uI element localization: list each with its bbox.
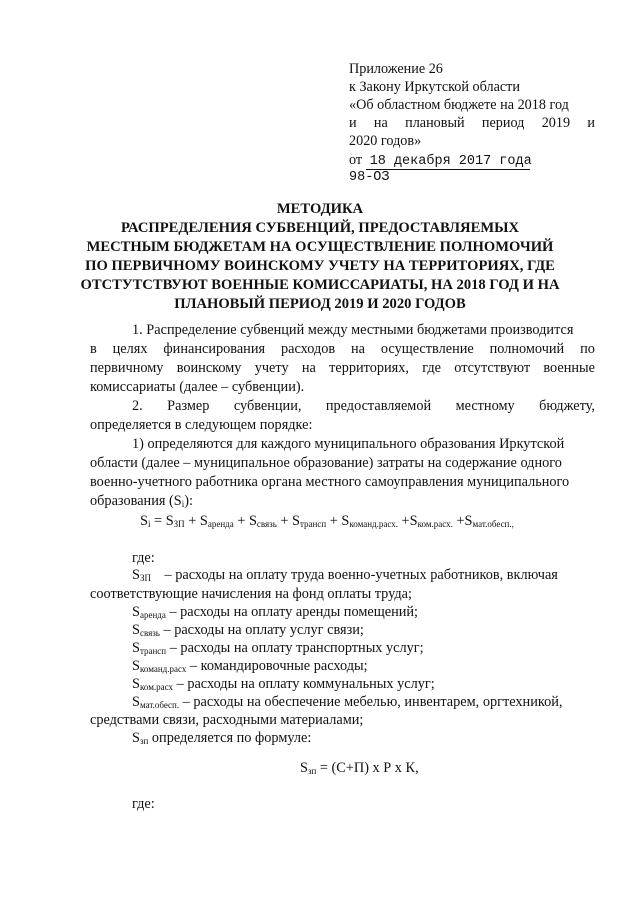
where-label-2: где: xyxy=(132,796,155,812)
appendix-date: от 18 декабря 2017 года xyxy=(349,152,532,169)
formula-zp: $S_{зп} = (С+П)$ х Р х К, xyxy=(300,760,419,776)
def-mat: $S_{мат.обесп.}$ – расходы на обеспечение мебелью, инвентарем, оргтехникой, xyxy=(132,694,563,710)
def-zp-formula-intro: $S_{зп}$ определяется по формуле: xyxy=(132,730,312,746)
appendix-law-title: «Об областном бюджете на 2018 год xyxy=(349,97,569,113)
appendix-number: Приложение 26 xyxy=(349,61,443,77)
def-komand: $S_{команд.расх}$ – командировочные расходы; xyxy=(132,658,368,674)
appendix-law: к Закону Иркутской области xyxy=(349,79,520,95)
document-page: Приложение 26 к Закону Иркутской области «Об областном бюджете на 2018 год и на плановый период 2019 и 2020 годов» от 18 декабря 2017 года 98-ОЗ МЕТОДИКА РАСПРЕДЕЛЕНИЯ СУБВЕНЦИЙ, ПРЕДОСТАВЛЯЕМЫХ МЕСТНЫМ БЮДЖЕТАМ НА ОСУЩЕСТВЛЕНИЕ ПОЛНОМОЧИЙ ПО ПЕРВИЧНОМУ ВОИНСКОМУ УЧЕТУ НА ТЕРРИТОРИЯХ, ГДЕ ОТСТУТСТВУЮТ ВОЕННЫЕ КОМИССАРИАТЫ, НА 2018 ГОД И НА ПЛАНОВЫЙ ПЕРИОД 2019 И 2020 ГОДОВ 1. Распределение субвенций между местными бюджетами производится в целях финансирования расходов на осуществление полномочий по первичному воинскому учету на территориях, где отсутствуют военные комиссариаты (далее – субвенции). 2. Размер субвенции, предоставляемой местному бюджету, определяется в следующем порядке: 1) определяются для каждого муниципального образования Иркутской области (далее – муниципальное образование) затраты на содержание одного военно-учетного работника органа местного самоуправления муниципального образования $(S_i)$: $S_i = S_{ЗП} + S_{аренда} + S_{связь} + S_{трансп} + S_{команд.расх.} +S_{ком.расх.} +S_{мат.обесп.,}$ где: $S_{ЗП}$ – расходы на оплату труда военно-учетных работников, включая соответствующие начисления на фонд оплаты труда; $S_{аренда}$ – расходы на оплату аренды помещений; $S_{связь}$ – расходы на оплату услуг связи; $S_{трансп}$ – расходы на оплату транспортных услуг; $S_{команд.расх}$ – командировочные расходы; $S_{ком.расх}$ – расходы на оплату коммунальных услуг; $S_{мат.обесп.}$ – расходы на обеспечение мебелью, инвентарем, оргтехникой, средствами связи, расходными материалами; $S_{зп}$ определяется по формуле: $S_{зп} = (С+П)$ х Р х К, где: xyxy=(0,0,640,905)
title-line-6: ПЛАНОВЫЙ ПЕРИОД 2019 И 2020 ГОДОВ xyxy=(174,296,466,312)
def-svyaz: $S_{связь}$ – расходы на оплату услуг связи; xyxy=(132,622,364,638)
def-zp: $S_{ЗП}$ – расходы на оплату труда военно-учетных работников, включая xyxy=(132,567,558,583)
def-kom: $S_{ком.расх}$ – расходы на оплату коммунальных услуг; xyxy=(132,676,435,692)
title-line-1: МЕТОДИКА xyxy=(276,201,364,217)
def-transp: $S_{трансп}$ – расходы на оплату транспортных услуг; xyxy=(132,640,424,656)
date-value: 18 декабря 2017 года xyxy=(366,154,530,170)
def-arenda: $S_{аренда}$ – расходы на оплату аренды помещений; xyxy=(132,604,418,620)
title-line-2: РАСПРЕДЕЛЕНИЯ СУБВЕНЦИЙ, ПРЕДОСТАВЛЯЕМЫХ xyxy=(121,220,519,236)
where-label-1: где: xyxy=(132,550,155,566)
title-line-5: ОТСТУТСТВУЮТ ВОЕННЫЕ КОМИССАРИАТЫ, НА 2018 ГОД И НА xyxy=(80,277,560,293)
law-number: 98-ОЗ xyxy=(349,170,390,185)
title-line-3: МЕСТНЫМ БЮДЖЕТАМ НА ОСУЩЕСТВЛЕНИЕ ПОЛНОМОЧИЙ xyxy=(86,239,554,255)
formula-subvention: $S_i = S_{ЗП} + S_{аренда} + S_{связь} + S_{трансп} + S_{команд.расх.} +S_{ком.расх.} +S_{мат.обесп.,}$ xyxy=(140,513,514,529)
appendix-law-title-cont: и на плановый период 2019 и xyxy=(349,115,595,131)
title-line-4: ПО ПЕРВИЧНОМУ ВОИНСКОМУ УЧЕТУ НА ТЕРРИТОРИЯХ, ГДЕ xyxy=(85,258,555,274)
appendix-law-years: 2020 годов» xyxy=(349,133,422,149)
